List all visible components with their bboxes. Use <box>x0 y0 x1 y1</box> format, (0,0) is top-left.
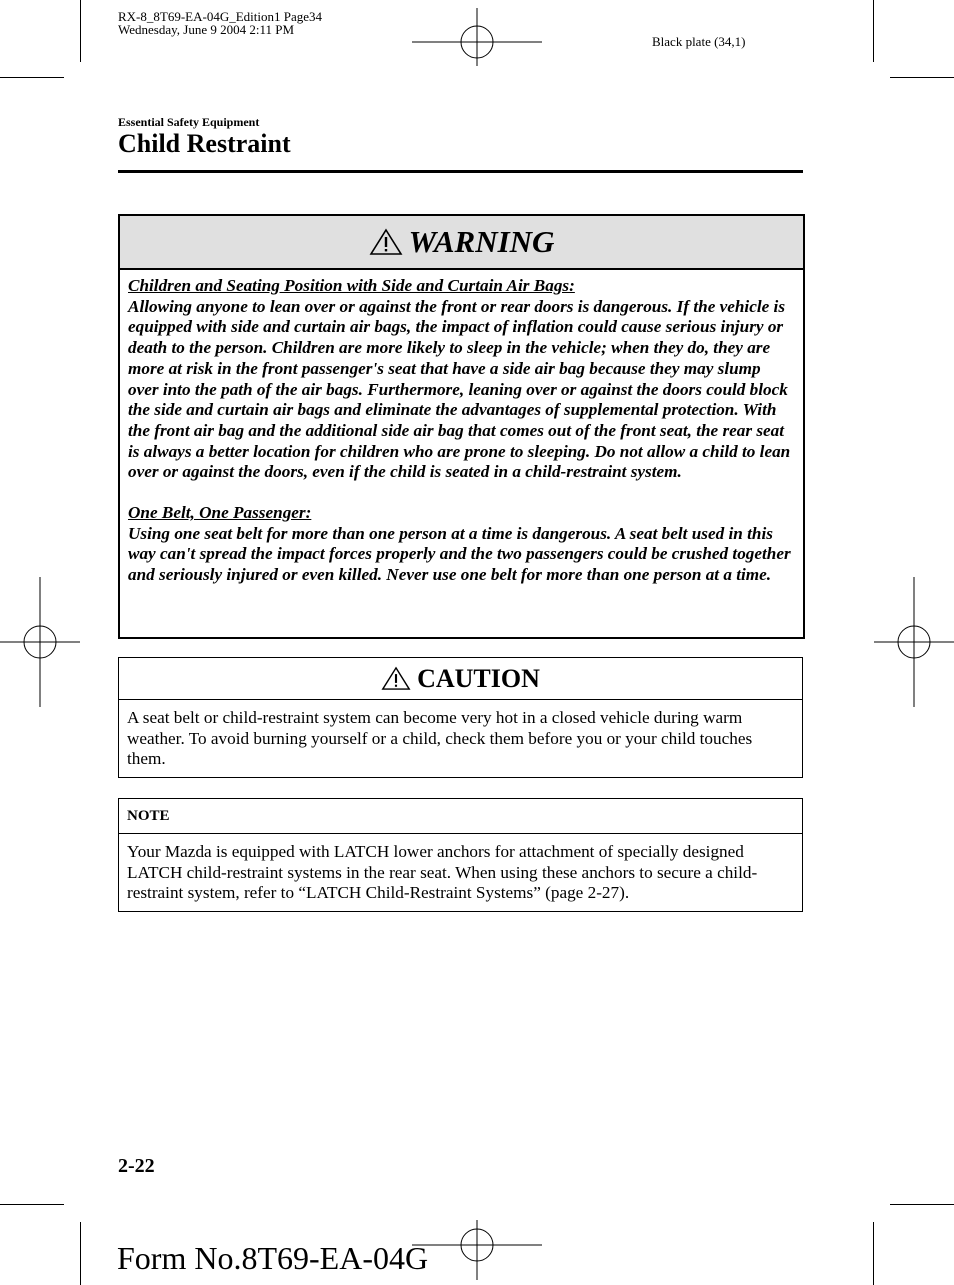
warning-triangle-icon <box>381 666 411 691</box>
registration-mark-icon <box>0 577 80 707</box>
crop-mark <box>873 1222 874 1285</box>
warning-subheading: Children and Seating Position with Side and Curtain Air Bags: <box>128 276 575 295</box>
warning-box <box>118 214 805 639</box>
black-plate-label: Black plate (34,1) <box>652 34 746 49</box>
warning-header <box>120 216 803 270</box>
warning-triangle-icon <box>369 228 403 256</box>
warning-body <box>120 270 803 586</box>
warning-paragraph: Using one seat belt for more than one person at a time is dangerous. A seat belt used in this way can't spread the impact forces properly and the two passengers could be crushed together and seriously injured or even killed. Never use one belt for more than one person at a time. <box>128 523 791 585</box>
page-number: 2-22 <box>118 1155 155 1177</box>
crop-mark <box>890 1204 954 1205</box>
crop-mark <box>80 1222 81 1285</box>
registration-mark-icon <box>412 1220 542 1282</box>
note-label: NOTE <box>119 799 802 834</box>
registration-mark-icon <box>874 577 954 707</box>
warning-label: WARNING <box>408 224 555 259</box>
warning-subheading: One Belt, One Passenger: <box>128 503 312 523</box>
form-number: Form No.8T69-EA-04G <box>117 1240 429 1276</box>
registration-mark-icon <box>412 4 542 66</box>
crop-mark <box>873 0 874 62</box>
title-rule <box>118 170 803 173</box>
caution-label: CAUTION <box>417 663 540 693</box>
crop-mark <box>890 77 954 78</box>
warning-paragraph: Allowing anyone to lean over or against the front or rear doors is dangerous. If the vehicle is equipped with side and curtain air bags, the impact of inflation could cause serious injury or death to the person. Children are more likely to sleep in the vehicle; when they do, they are more at risk in the front passenger's seat that have a side air bag because they may slump over into the path of the air bags. Furthermore, leaning over or against the doors could block the side and curtain air bags and eliminate the advantages of supplemental protection. With the front air bag and the additional side air bag that comes out of the front seat, the rear seat is always a better location for children who are prone to sleeping. Do not allow a child to lean over or against the doors, even if the child is seated in a child-restraint system. <box>128 296 791 482</box>
crop-mark <box>80 0 81 62</box>
page-title: Child Restraint <box>118 129 291 158</box>
note-box <box>118 798 803 912</box>
caution-text: A seat belt or child-restraint system can become very hot in a closed vehicle during warm weather. To avoid burning yourself or a child, check them before you or your child touches them. <box>127 708 753 768</box>
caution-box <box>118 657 803 778</box>
section-label: Essential Safety Equipment <box>118 115 260 129</box>
crop-mark <box>0 1204 64 1205</box>
print-date-line: Wednesday, June 9 2004 2:11 PM <box>118 22 295 37</box>
note-text: Your Mazda is equipped with LATCH lower anchors for attachment of specially designed LATCH child-restraint systems in the rear seat. When using these anchors to secure a child-restraint system, refer to “LATCH Child-Restraint Systems” (page 2-27). <box>127 842 758 902</box>
print-file-line: RX-8_8T69-EA-04G_Edition1 Page34 <box>118 9 323 24</box>
crop-mark <box>0 77 64 78</box>
caution-header <box>119 658 802 700</box>
